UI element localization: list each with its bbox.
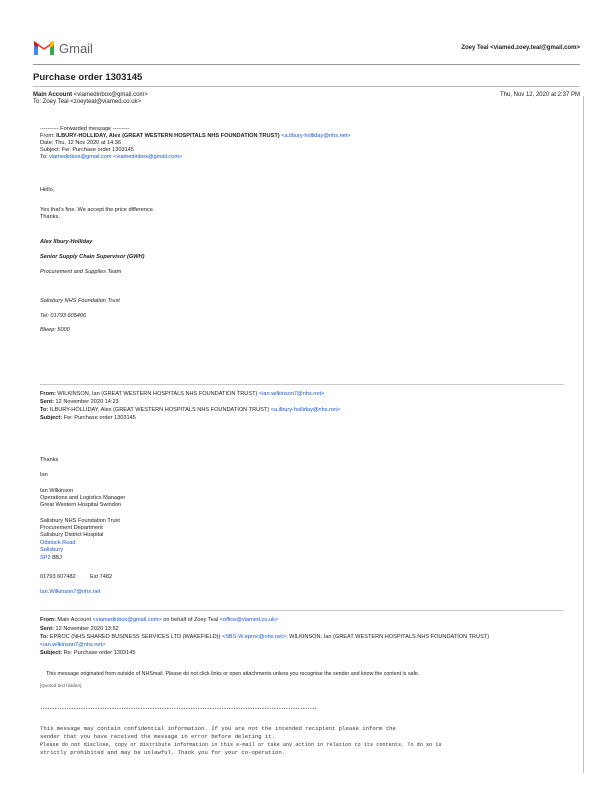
body-line1: Yes that's fine. We accept the price difference.	[40, 207, 155, 213]
msg2-from-text: WILKINSON, Ian (GREAT WESTERN HOSPITALS NHS FOUNDATION TRUST)	[55, 391, 259, 397]
body2-ext: Ext 7482	[90, 574, 113, 580]
msg2-to	[40, 407, 340, 414]
forward-from-label: From:	[40, 133, 57, 139]
msg3-from-label: From:	[40, 617, 56, 623]
disclaimer-line-3: Please do not disclose, copy or distribute information in this e-mail or take any action in relation to its contents. To do so is	[40, 742, 442, 748]
forward-date: Date: Thu, 12 Nov 2020 at 14:36	[40, 140, 122, 146]
msg3-sent	[40, 626, 119, 633]
body2-short-name: Ian	[40, 472, 48, 478]
msg2-from-email-link[interactable]: <ian.wilkinson7@nhs.net>	[258, 391, 325, 397]
body2-hospital: Great Western Hospital Swindon	[40, 502, 122, 508]
msg3-to-text-2: ; WILKINSON, Ian (GREAT WESTERN HOSPITALS NHS FOUNDATION TRUST)	[286, 634, 490, 640]
quoted-text-toggle[interactable]: [Quoted text hidden]	[40, 683, 82, 688]
forward-to	[40, 154, 182, 161]
msg2-sent	[40, 399, 119, 406]
body2-org: Salisbury NHS Foundation Trust	[40, 518, 120, 524]
message-to: To: Zoey Teal <zoeyteal@viamed.co.uk>	[33, 99, 142, 105]
msg3-sent-label: Sent:	[40, 626, 54, 632]
body2-address-link-2[interactable]: Salisbury	[40, 547, 64, 553]
body2-address-link-1[interactable]: Odstock Road	[40, 540, 76, 546]
msg2-sent-label: Sent:	[40, 399, 54, 405]
account-label: Zoey Teal <viamed.zoey.teal@gmail.com>	[461, 45, 580, 51]
body2-email-link[interactable]: Ian.Wilkinson7@nhs.net	[40, 589, 101, 595]
body2-postcode-rest: 8BJ	[50, 555, 62, 561]
msg3-from-email-link[interactable]: <viamedinbox@gmail.com>	[92, 617, 162, 623]
msg2-from-label: From:	[40, 391, 56, 397]
msg3-from	[40, 617, 278, 624]
msg3-behalf-text: on behalf of Zoey Teal	[161, 617, 220, 623]
msg3-sent-text: 12 November 2020 13:52	[53, 626, 119, 632]
sig-name: Alex Ilbury-Holliday	[40, 239, 93, 245]
from-name: Main Account	[33, 92, 73, 98]
msg2-to-label: To:	[40, 407, 49, 413]
body2-dept: Procurement Department	[40, 525, 103, 531]
forward-from	[40, 133, 351, 140]
msg3-to-text: EPROC (NHS SHARED BUSINESS SERVICES LTD (WAKEFIELD))	[48, 634, 222, 640]
sig-tel: Tel: 01793 605406	[40, 313, 87, 319]
email-subject: Purchase order 1303145	[33, 72, 143, 83]
forward-to-email-link[interactable]: viamedinbox@gmail.com <viamedinbox@gmail.com>	[49, 154, 183, 160]
body-greeting: Hello,	[40, 187, 55, 193]
sig-bleep: Bleep: 5000	[40, 327, 70, 333]
disclaimer-line-2: sender that you have received the message in error before deleting it.	[40, 733, 275, 740]
disclaimer-line-1: This message may contain confidential information. If you are not the intended recipient please inform the	[40, 725, 396, 732]
body2-thanks: Thanks	[40, 457, 59, 463]
msg3-subject	[40, 650, 135, 657]
body-thanks: Thanks,	[40, 214, 60, 220]
msg3-behalf-email-link[interactable]: <office@viamed.co.uk>	[219, 617, 279, 623]
sig-org: Salisbury NHS Foundation Trust	[40, 298, 120, 304]
body2-phone: 01793 607482	[40, 574, 76, 580]
msg2-subject-text: Fw: Purchase order 1303145	[62, 415, 136, 421]
msg2-subject-label: Subject:	[40, 415, 63, 421]
body2-postcode	[40, 555, 62, 562]
msg3-to-label: To:	[40, 634, 49, 640]
msg2-from	[40, 391, 324, 398]
forward-subject: Subject: Fw: Purchase order 1303145	[40, 147, 134, 153]
sig-team: Procurement and Supplies Team	[40, 269, 122, 275]
forward-from-name: ILBURY-HOLLIDAY, Alex (GREAT WESTERN HOSPITALS NHS FOUNDATION TRUST)	[56, 133, 280, 139]
gmail-m-icon	[33, 40, 55, 56]
msg3-subject-text: Re: Purchase order 1303145	[62, 650, 136, 656]
disclaimer-line-4: strictly prohibited and may be unlawful. Thank you for your co-operation.	[40, 749, 286, 756]
sig-title: Senior Supply Chain Supervisor (GWH)	[40, 254, 145, 260]
forward-to-label: To:	[40, 154, 50, 160]
body2-title: Operations and Logistics Manager	[40, 495, 126, 501]
msg2-to-text: ILBURY-HOLLIDAY, Alex (GREAT WESTERN HOSPITALS NHS FOUNDATION TRUST)	[48, 407, 271, 413]
forward-from-email-link[interactable]: <a.ilbury-holliday@nhs.net>	[281, 133, 351, 139]
from-email[interactable]: <viamedinbox@gmail.com>	[73, 92, 148, 98]
msg2-sent-text: 12 November 2020 14:23	[53, 399, 119, 405]
msg3-from-text: Main Account	[55, 617, 93, 623]
msg3-subject-label: Subject:	[40, 650, 63, 656]
app-name: Gmail	[59, 40, 93, 56]
msg3-to	[40, 634, 489, 641]
msg3-to-email-link-2[interactable]: <ian.wilkinson7@nhs.net>	[40, 642, 106, 648]
msg2-to-email-link[interactable]: <a.ilbury-holliday@nhs.net>	[270, 407, 341, 413]
forward-divider: ---------- Forwarded message ---------	[40, 126, 130, 132]
message-date: Thu, Nov 12, 2020 at 2:37 PM	[499, 92, 580, 98]
body2-postcode-link[interactable]: SP2	[40, 555, 51, 561]
external-notice: This message originated from outside of NHSmail. Please do not click links or open attachments unless you recognise the sender and know the content is safe.	[46, 671, 420, 677]
disclaimer-stars: ********************************************************************************************************************	[40, 708, 317, 713]
quote-bar	[583, 96, 584, 773]
msg3-to-email-link-1[interactable]: <SBS-W.eproc@nhs.net>	[221, 634, 287, 640]
gmail-logo[interactable]	[33, 40, 93, 56]
msg2-subject	[40, 415, 136, 422]
body2-site: Salisbury District Hospital	[40, 532, 104, 538]
body2-name: Ian Wilkinson	[40, 488, 74, 494]
